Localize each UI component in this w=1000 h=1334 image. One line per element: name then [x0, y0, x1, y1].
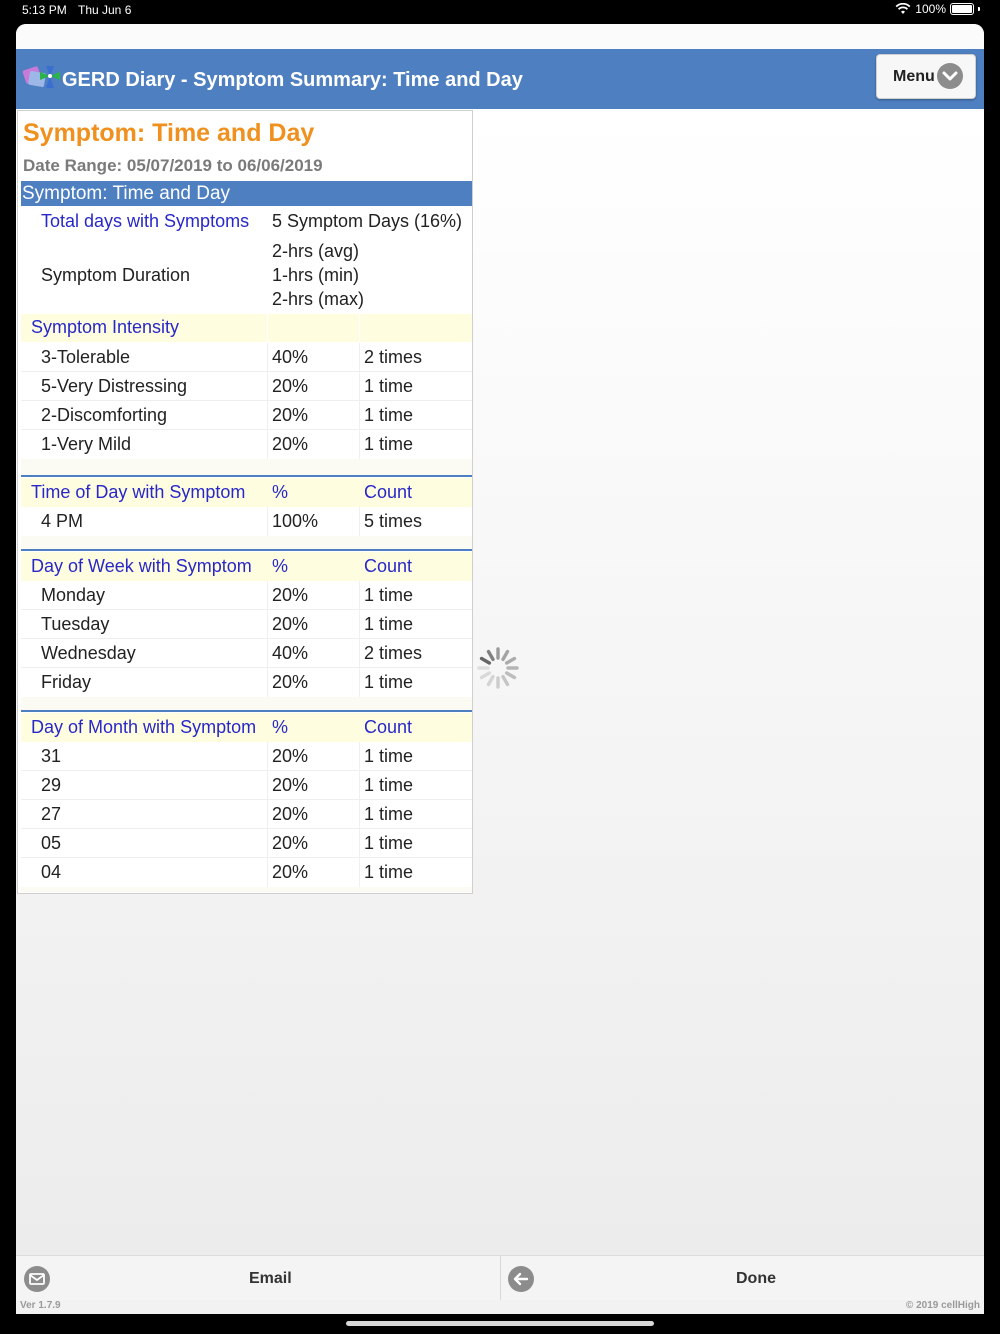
row-label: 29 — [41, 775, 62, 795]
row-pct: 40% — [272, 643, 309, 663]
col-divider — [359, 372, 360, 401]
row-pct: 20% — [272, 672, 309, 692]
col-divider — [359, 639, 360, 668]
chevron-down-icon — [937, 63, 963, 89]
row-count: 1 time — [364, 833, 414, 853]
section-gap — [21, 887, 472, 892]
table-row — [21, 507, 472, 536]
table-row — [21, 742, 472, 771]
row-label: 05 — [41, 833, 62, 853]
row-pct: 40% — [272, 347, 309, 367]
row-pct: 20% — [272, 585, 309, 605]
col-divider — [359, 343, 360, 372]
row-count: 1 time — [364, 614, 414, 634]
done-button-label: Done — [736, 1270, 776, 1287]
count-header: Count — [364, 482, 413, 502]
col-divider — [267, 829, 268, 858]
menu-button-label: Menu — [893, 68, 935, 85]
duration-label: Symptom Duration — [41, 265, 191, 285]
row-count: 1 time — [364, 862, 414, 882]
day-of-month-header-row — [21, 713, 472, 742]
row-label: Friday — [41, 672, 92, 692]
duration-max: 2-hrs (max) — [272, 289, 365, 309]
col-divider — [359, 668, 360, 697]
email-button[interactable] — [16, 1256, 500, 1301]
report-panel — [17, 110, 473, 894]
col-divider — [359, 800, 360, 829]
row-pct: 20% — [272, 804, 309, 824]
col-divider — [267, 771, 268, 800]
duration-min: 1-hrs (min) — [272, 265, 360, 285]
pct-header: % — [272, 482, 289, 502]
col-divider — [267, 742, 268, 771]
table-row — [21, 343, 472, 372]
col-divider — [267, 639, 268, 668]
row-label: 5-Very Distressing — [41, 376, 188, 396]
table-row — [21, 639, 472, 668]
battery-cap — [978, 7, 980, 11]
total-days-label: Total days with Symptoms — [41, 211, 250, 231]
row-pct: 20% — [272, 614, 309, 634]
row-pct: 20% — [272, 862, 309, 882]
col-divider — [267, 800, 268, 829]
row-pct: 100% — [272, 511, 319, 531]
row-label: 27 — [41, 804, 62, 824]
report-title: Symptom: Time and Day — [23, 119, 315, 147]
title-bar — [16, 49, 984, 109]
row-label: 1-Very Mild — [41, 434, 132, 454]
row-count: 1 time — [364, 804, 414, 824]
footer — [16, 1300, 984, 1314]
col-divider — [267, 401, 268, 430]
col-divider — [267, 581, 268, 610]
col-divider — [267, 507, 268, 536]
pct-header: % — [272, 556, 289, 576]
count-header: Count — [364, 556, 413, 576]
day-of-week-header: Day of Week with Symptom — [31, 556, 252, 576]
table-row — [21, 668, 472, 697]
pct-header: % — [272, 717, 289, 737]
section-divider — [21, 549, 472, 551]
row-label: 4 PM — [41, 511, 84, 531]
section-header-label: Symptom: Time and Day — [22, 183, 231, 204]
col-divider — [359, 858, 360, 887]
menu-button[interactable] — [876, 54, 976, 99]
wifi-icon — [895, 3, 911, 15]
section-header — [21, 181, 472, 206]
status-date: Thu Jun 6 — [78, 3, 132, 17]
row-pct: 20% — [272, 434, 309, 454]
row-count: 1 time — [364, 434, 414, 454]
row-label: 31 — [41, 746, 62, 766]
status-right — [895, 2, 980, 16]
row-count: 2 times — [364, 347, 423, 367]
row-pct: 20% — [272, 405, 309, 425]
intensity-header: Symptom Intensity — [31, 317, 180, 337]
row-label: 3-Tolerable — [41, 347, 131, 367]
section-divider — [21, 710, 472, 712]
copyright-label: © 2019 cellHigh — [905, 1300, 980, 1311]
version-label: Ver 1.7.9 — [20, 1300, 61, 1311]
col-divider — [267, 372, 268, 401]
day-of-week-header-row — [21, 552, 472, 581]
section-divider — [21, 475, 472, 477]
battery-icon — [950, 3, 974, 15]
col-divider — [359, 610, 360, 639]
top-strip — [16, 24, 984, 49]
col-divider — [359, 742, 360, 771]
row-label: 2-Discomforting — [41, 405, 168, 425]
row-count: 1 time — [364, 746, 414, 766]
envelope-icon — [23, 1265, 51, 1293]
col-divider — [267, 314, 268, 342]
col-divider — [359, 771, 360, 800]
app-title: GERD Diary - Symptom Summary: Time and Day — [62, 69, 523, 91]
app-screen — [16, 24, 984, 1314]
table-row — [21, 430, 472, 459]
col-divider — [267, 430, 268, 459]
col-divider — [267, 343, 268, 372]
table-row — [21, 858, 472, 887]
intensity-header-row — [21, 314, 472, 342]
row-pct: 20% — [272, 833, 309, 853]
time-of-day-header-row — [21, 478, 472, 507]
row-count: 1 time — [364, 585, 414, 605]
battery-percent: 100% — [915, 2, 946, 16]
table-row — [21, 372, 472, 401]
total-days-value: 5 Symptom Days (16%) — [272, 211, 463, 231]
email-button-label: Email — [249, 1270, 292, 1287]
row-pct: 20% — [272, 775, 309, 795]
time-of-day-header: Time of Day with Symptom — [31, 482, 246, 502]
date-range: Date Range: 05/07/2019 to 06/06/2019 — [23, 156, 323, 175]
row-count: 1 time — [364, 376, 414, 396]
col-divider — [359, 430, 360, 459]
row-count: 5 times — [364, 511, 423, 531]
row-label: 04 — [41, 862, 62, 882]
row-pct: 20% — [272, 746, 309, 766]
back-arrow-icon — [507, 1265, 535, 1293]
row-label: Monday — [41, 585, 106, 605]
col-divider — [267, 668, 268, 697]
home-indicator[interactable] — [346, 1321, 654, 1326]
total-days-row — [21, 208, 472, 236]
count-header: Count — [364, 717, 413, 737]
app-logo-icon — [20, 62, 62, 92]
table-row — [21, 610, 472, 639]
row-count: 1 time — [364, 775, 414, 795]
row-label: Wednesday — [41, 643, 136, 663]
col-divider — [359, 507, 360, 536]
section-gap — [21, 459, 472, 475]
row-count: 1 time — [364, 672, 414, 692]
status-time: 5:13 PM — [22, 3, 67, 17]
col-divider — [359, 581, 360, 610]
row-pct: 20% — [272, 376, 309, 396]
col-divider — [267, 610, 268, 639]
status-bar — [0, 0, 1000, 24]
duration-row — [21, 238, 472, 312]
bottom-toolbar — [16, 1255, 984, 1301]
row-label: Tuesday — [41, 614, 110, 634]
col-divider — [359, 401, 360, 430]
table-row — [21, 401, 472, 430]
spinner-icon — [476, 646, 520, 690]
row-count: 1 time — [364, 405, 414, 425]
col-divider — [359, 314, 360, 342]
col-divider — [267, 858, 268, 887]
table-row — [21, 771, 472, 800]
duration-avg: 2-hrs (avg) — [272, 241, 360, 261]
table-row — [21, 800, 472, 829]
table-row — [21, 829, 472, 858]
table-row — [21, 581, 472, 610]
row-count: 2 times — [364, 643, 423, 663]
section-gap — [21, 536, 472, 549]
section-gap — [21, 697, 472, 710]
day-of-month-header: Day of Month with Symptom — [31, 717, 257, 737]
col-divider — [359, 829, 360, 858]
done-button[interactable] — [501, 1256, 984, 1301]
